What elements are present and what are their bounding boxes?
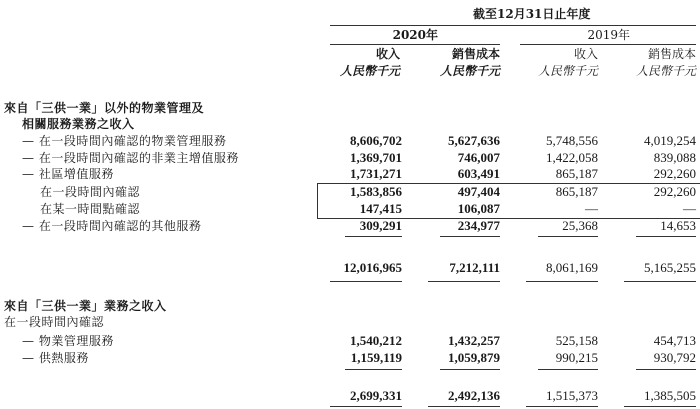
section1-total-cost-2020: 7,212,111 <box>449 260 500 275</box>
revenue-2019-cell: — <box>585 201 598 216</box>
revenue-2020-cell: 1,540,212 <box>350 333 402 348</box>
currency-revenue-2019: 人民幣千元 <box>537 64 598 78</box>
row-label: — 物業管理服務 <box>22 334 114 348</box>
total-bottom-rule <box>526 406 598 407</box>
section1-title: 來自「三供一業」以外的物業管理及 <box>4 101 205 115</box>
year-2019-underline <box>520 44 696 45</box>
row-label: — 在一段時間內確認的其他服務 <box>22 219 202 233</box>
total-rule <box>440 236 500 237</box>
cost-2019-cell: 930,792 <box>653 350 696 365</box>
section2-total-cost-2019: 1,385,505 <box>644 388 696 403</box>
cost-2019-cell: — <box>683 201 696 216</box>
total-rule <box>440 369 500 370</box>
revenue-2019-cell: 990,215 <box>555 350 598 365</box>
row-label: — 在一段時間內確認的非業主增值服務 <box>22 151 239 165</box>
cost-2019-cell: 292,260 <box>653 184 696 199</box>
period-header: 截至12月31日止年度 <box>473 7 591 21</box>
currency-revenue-2020: 人民幣千元 <box>339 64 400 78</box>
section1-total-cost-2019: 5,165,255 <box>644 260 696 275</box>
revenue-2020-cell: 8,606,702 <box>350 133 402 148</box>
section1-total-revenue-2020: 12,016,965 <box>343 260 402 275</box>
revenue-2020-cell: 309,291 <box>359 218 402 233</box>
total-bottom-rule <box>428 406 500 407</box>
revenue-2019-cell: 1,422,058 <box>546 150 598 165</box>
section2-title: 來自「三供一業」業務之收入 <box>4 299 167 313</box>
cost-2020-cell: 5,627,636 <box>448 133 500 148</box>
cost-2019-cell: 292,260 <box>653 166 696 181</box>
cost-2019-cell: 14,653 <box>660 218 696 233</box>
cost-2020-cell: 1,059,879 <box>448 350 500 365</box>
section2-total-cost-2020: 2,492,136 <box>448 388 500 403</box>
revenue-2020-cell: 1,731,271 <box>350 166 402 181</box>
total-bottom-rule <box>624 406 696 407</box>
cost-2020-cell: 234,977 <box>457 218 500 233</box>
section2-total-revenue-2020: 2,699,331 <box>350 388 402 403</box>
total-bottom-rule <box>330 281 402 282</box>
year-2020-underline <box>330 44 500 45</box>
cost-2019-cell: 454,713 <box>653 333 696 348</box>
total-rule <box>538 369 598 370</box>
revenue-2019-cell: 865,187 <box>555 184 598 199</box>
revenue-2020-cell: 1,159,119 <box>350 350 402 365</box>
total-rule <box>345 236 402 237</box>
row-label: 在一段時間內確認 <box>40 185 141 199</box>
section2-subtitle: 在一段時間內確認 <box>4 315 105 329</box>
row-label: — 在一段時間內確認的物業管理服務 <box>22 134 227 148</box>
total-rule <box>636 236 696 237</box>
cost-2020-cell: 603,491 <box>457 166 500 181</box>
total-bottom-rule <box>526 281 598 282</box>
row-label: — 供熱服務 <box>22 351 89 365</box>
row-label: — 社區增值服務 <box>22 167 114 181</box>
revenue-2019-cell: 25,368 <box>562 218 598 233</box>
cost-2020-cell: 106,087 <box>457 201 500 216</box>
total-rule <box>538 236 598 237</box>
revenue-2020-cell: 1,583,856 <box>350 184 402 199</box>
revenue-2020-cell: 147,415 <box>359 201 402 216</box>
revenue-2019-cell: 865,187 <box>555 166 598 181</box>
total-rule <box>636 369 696 370</box>
cost-2019-cell: 839,088 <box>653 150 696 165</box>
section1-total-revenue-2019: 8,061,169 <box>546 260 598 275</box>
currency-cost-2020: 人民幣千元 <box>439 64 500 78</box>
total-bottom-rule <box>428 281 500 282</box>
total-bottom-rule <box>330 406 402 407</box>
section2-total-revenue-2019: 1,515,373 <box>546 388 598 403</box>
cost-2020-cell: 497,404 <box>457 184 500 199</box>
revenue-2019-cell: 525,158 <box>555 333 598 348</box>
revenue-2019-cell: 5,748,556 <box>546 133 598 148</box>
year-2019-header: 2019年 <box>587 28 630 42</box>
revenue-2020-cell: 1,369,701 <box>350 150 402 165</box>
year-2020-header: 2020年 <box>392 28 438 42</box>
period-underline <box>330 25 696 26</box>
cost-2019-cell: 4,019,254 <box>644 133 696 148</box>
total-rule <box>345 369 402 370</box>
col-revenue-2019: 收入 <box>573 47 598 61</box>
section1-subtitle: 相關服務業務之收入 <box>22 117 135 131</box>
cost-2020-cell: 746,007 <box>457 150 500 165</box>
col-cost-2019: 銷售成本 <box>647 47 696 61</box>
total-bottom-rule <box>624 281 696 282</box>
col-revenue-2020: 收入 <box>375 47 400 61</box>
row-label: 在某一時間點確認 <box>40 202 141 216</box>
currency-cost-2019: 人民幣千元 <box>635 64 696 78</box>
col-cost-2020: 銷售成本 <box>451 47 500 61</box>
cost-2020-cell: 1,432,257 <box>448 333 500 348</box>
